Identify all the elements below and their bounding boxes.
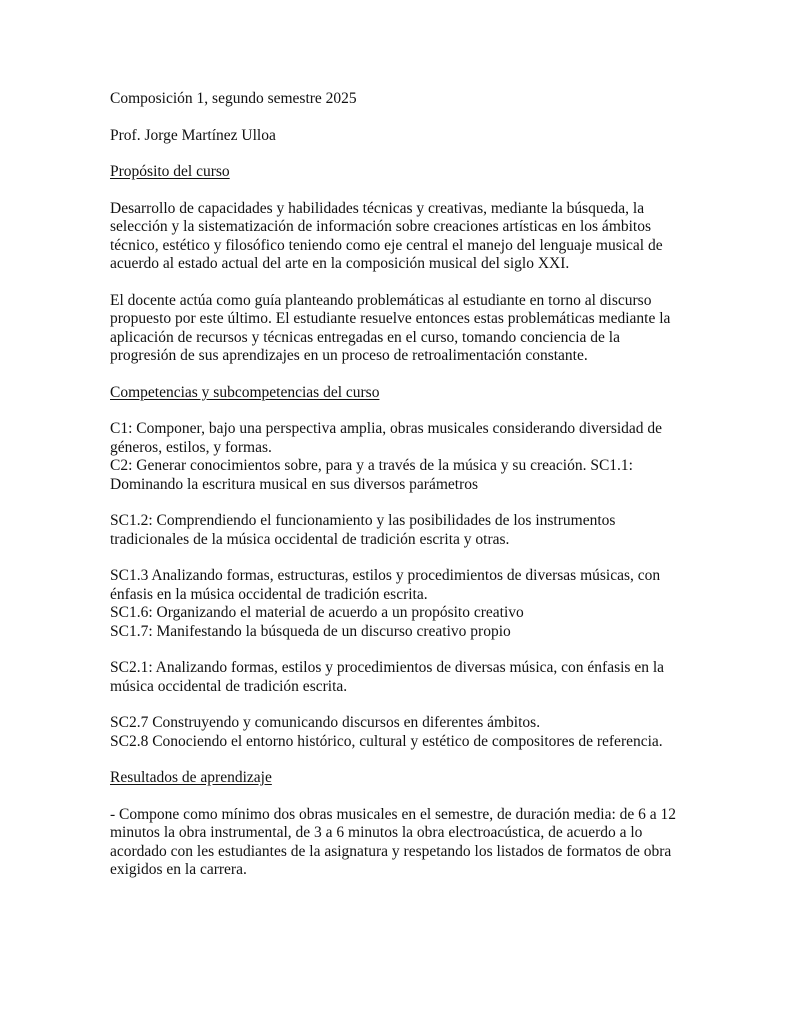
course-title: Composición 1, segundo semestre 2025 [110,90,357,107]
text-line: acuerdo al estado actual del arte en la composición musical del siglo XXI. [110,255,570,272]
text-line: SC2.7 Construyendo y comunicando discursos en diferentes ámbitos. [110,714,541,731]
text-line: SC1.2: Comprendiendo el funcionamiento y las posibilidades de los instrumentos [110,512,616,529]
text-line: Dominando la escritura musical en sus diversos parámetros [110,475,479,493]
text-line: SC2.8 Conociendo el entorno histórico, cultural y estético de compositores de referencia. [110,732,663,750]
text-line: Desarrollo de capacidades y habilidades técnicas y creativas, mediante la búsqueda, la [110,199,645,217]
competencias-block-4 [110,659,700,696]
text-line: minutos la obra instrumental, de 3 a 6 minutos la obra electroacústica, de acuerdo a lo [110,824,643,841]
text-line: énfasis en la música occidental de tradición escrita. [110,585,428,603]
competencias-block-5 [110,714,700,751]
text-line: propuesto por este último. El estudiante resuelve entonces estas problemáticas mediante la [110,310,671,327]
text-line: aplicación de recursos y técnicas entregadas en el curso, tomando conciencia de la [110,328,620,346]
text-line: música occidental de tradición escrita. [110,677,348,695]
text-line: SC1.3 Analizando formas, estructuras, estilos y procedimientos de diversas músicas, con [110,567,661,584]
proposito-paragraph-2 [110,292,700,366]
text-line: géneros, estilos, y formas. [110,438,272,456]
professor-name: Prof. Jorge Martínez Ulloa [110,126,276,144]
text-line: técnico, estético y filosófico teniendo como eje central el manejo del lenguaje musical de [110,236,663,254]
text-line: selección y la sistematización de información sobre creaciones artísticas en los ámbitos [110,218,652,235]
competencias-heading: Competencias y subcompetencias del curso [110,383,380,401]
competencias-block-3 [110,567,700,641]
text-line: acordado con les estudiantes de la asignatura y respetando los listados de formatos de obra [110,842,672,860]
text-line: - Compone como mínimo dos obras musicales en el semestre, de duración media: de 6 a 12 [110,805,677,823]
text-line: C1: Componer, bajo una perspectiva amplia, obras musicales considerando diversidad de [110,420,663,437]
text-line: SC1.6: Organizando el material de acuerdo a un propósito creativo [110,604,524,621]
resultados-paragraph-1 [110,806,700,880]
competencias-block-2 [110,512,700,549]
text-line: SC1.7: Manifestando la búsqueda de un discurso creativo propio [110,622,511,640]
competencias-block-1 [110,420,700,494]
proposito-heading: Propósito del curso [110,163,230,180]
text-line: El docente actúa como guía planteando problemáticas al estudiante en torno al discurso [110,291,652,309]
text-line: SC2.1: Analizando formas, estilos y procedimientos de diversas música, con énfasis en la [110,659,665,676]
proposito-paragraph-1 [110,200,700,274]
resultados-heading: Resultados de aprendizaje [110,769,272,786]
document-page [110,90,700,898]
text-line: exigidos en la carrera. [110,861,247,878]
text-line: progresión de sus aprendizajes en un proceso de retroalimentación constante. [110,347,588,364]
text-line: tradicionales de la música occidental de tradición escrita y otras. [110,530,510,548]
text-line: C2: Generar conocimientos sobre, para y a través de la música y su creación. SC1.1: [110,457,633,474]
